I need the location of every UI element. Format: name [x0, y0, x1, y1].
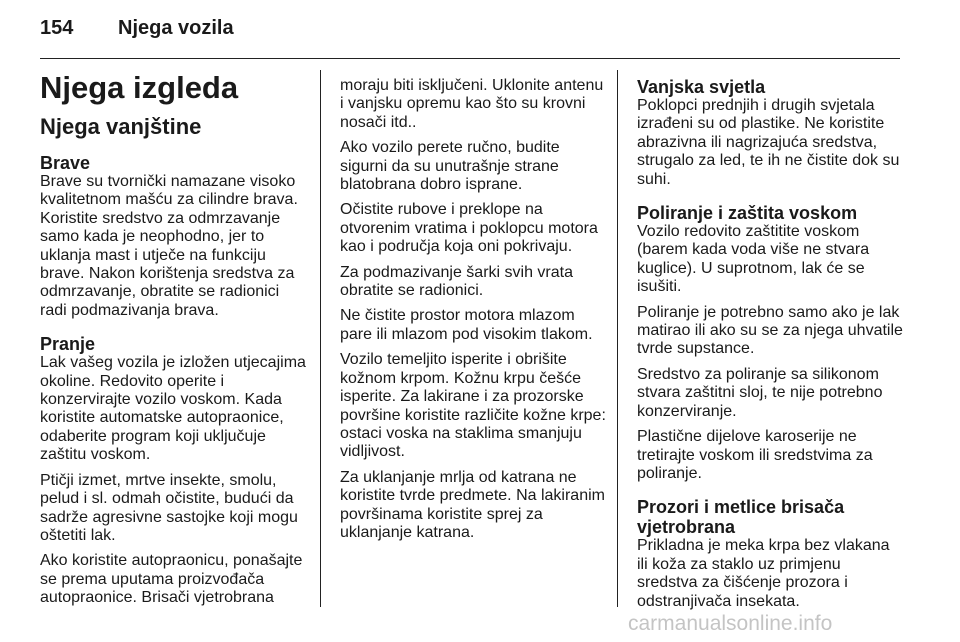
paragraph-svjetla: Poklopci prednjih i drugih svjetala izrađeni su od plastike. Ne koristite abrazivna ili nagrizajuća sredstva, strugalo za led, te ih ne čistite dok su suhi.	[637, 97, 900, 188]
column-1	[40, 70, 306, 615]
paragraph-pranje-3: Ako koristite autopraonicu, ponašajte se prema uputama proizvođača autopraonice. Brisači vjetrobrana	[40, 552, 303, 607]
paragraph-col2-5: Ne čistite prostor motora mlazom pare ili mlazom pod visokim tlakom.	[340, 307, 593, 343]
paragraph-prozori: Prikladna je meka krpa bez vlakana ili koža za staklo uz primjenu sredstva za čišćenje prozora i odstranjivača insekata.	[637, 537, 890, 610]
paragraph-poliranje-4: Plastične dijelove karoserije ne tretirajte voskom ili sredstvima za poliranje.	[637, 428, 873, 482]
heading-poliranje: Poliranje i zaštita voskom	[637, 203, 858, 224]
section-title: Njega izgleda	[40, 70, 239, 105]
page-header	[40, 17, 900, 45]
paragraph-poliranje-3: Sredstvo za poliranje sa silikonom stvara zaštitni sloj, te nije potrebno konzerviranje.	[637, 365, 883, 420]
column-divider-2	[617, 70, 618, 607]
paragraph-poliranje-2: Poliranje je potrebno samo ako je lak matirao ili ako su se za njega uhvatile tvrde supstance.	[637, 303, 903, 358]
header-rule	[40, 58, 900, 59]
heading-pranje: Pranje	[40, 334, 96, 355]
column-divider-1	[320, 70, 321, 607]
watermark: carmanualsonline.info	[628, 612, 833, 635]
paragraph-poliranje-1: Vozilo redovito zaštitite voskom (barem kada voda više ne stvara kuglice). U suprotnom, lak će se isušiti.	[637, 223, 870, 296]
paragraph-brave: Brave su tvornički namazane visoko kvalitetnom mašću za cilindre brava. Koristite sredstvo za odmrzavanje samo kada je neophodno, jer to uklanja mast i utječe na funkciju brave. Nakon korištenja sredstva za odmrzavanje, obratite se radionici radi podmazivanja brava.	[40, 173, 298, 319]
heading-prozori: Prozori i metlice brisača vjetrobrana	[637, 497, 845, 538]
paragraph-col2-7: Za uklanjanje mrlja od katrana ne koristite tvrde predmete. Na lakiranim površinama koristite sprej za uklanjanje katrana.	[340, 468, 605, 541]
paragraph-pranje-1: Lak vašeg vozila je izložen utjecajima okoline. Redovito operite i konzervirajte vozilo voskom. Kada koristite automatske autopraonice, odaberite program koji uključuje zaštitu voskom.	[40, 354, 306, 464]
column-2	[340, 77, 606, 549]
section-subtitle: Njega vanjštine	[40, 114, 202, 139]
paragraph-col2-2: Ako vozilo perete ručno, budite sigurni da su unutrašnje strane blatobrana dobro isprane.	[340, 139, 560, 194]
paragraph-pranje-2: Ptičji izmet, mrtve insekte, smolu, pelud i sl. odmah očistite, budući da sadrže agresivne sastojke koji mogu oštetiti lak.	[40, 471, 298, 544]
heading-vanjska-svjetla: Vanjska svjetla	[637, 77, 766, 97]
chapter-title: Njega vozila	[118, 17, 234, 39]
paragraph-col2-3: Očistite rubove i preklope na otvorenim vratima i poklopcu motora kao i područja koja oni pokrivaju.	[340, 201, 598, 256]
column-3	[637, 77, 903, 618]
paragraph-col2-4: Za podmazivanje šarki svih vrata obratite se radionici.	[340, 263, 573, 300]
heading-brave: Brave	[40, 153, 91, 173]
paragraph-col2-6: Vozilo temeljito isperite i obrišite kožnom krpom. Kožnu krpu češće isperite. Za lakirane i za prozorske površine koristite različite kožne krpe: ostaci voska na staklima smanjuju vidljivost.	[340, 351, 606, 461]
paragraph-col2-1: moraju biti isključeni. Uklonite antenu i vanjsku opremu kao što su krovni nosači itd..	[340, 77, 604, 131]
page-number: 154	[40, 17, 74, 39]
